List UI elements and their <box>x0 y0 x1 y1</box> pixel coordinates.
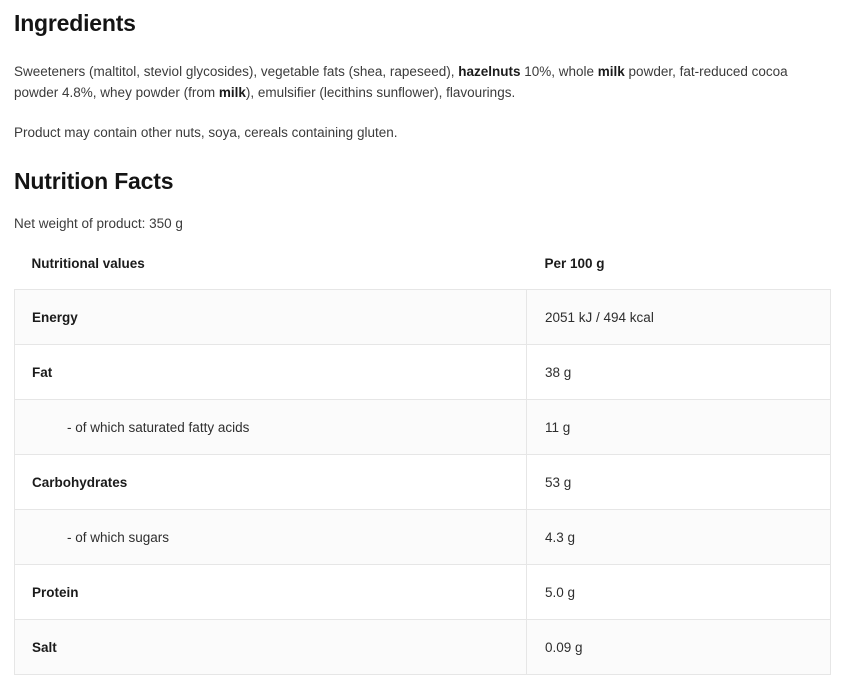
ingredient-text-run: ), emulsifier (lecithins sunflower), flavourings. <box>245 84 516 100</box>
table-row <box>15 510 831 565</box>
ingredients-text <box>14 38 826 103</box>
nutrient-value: 11 g <box>527 400 831 455</box>
nutrition-table <box>14 256 831 675</box>
column-header-nutritional-values: Nutritional values <box>31 256 145 272</box>
table-row <box>15 345 831 400</box>
ingredient-text-run: 10%, whole <box>520 63 598 79</box>
nutrient-sub-label: - of which saturated fatty acids <box>15 400 527 455</box>
nutrient-value: 4.3 g <box>527 510 831 565</box>
ingredients-heading: Ingredients <box>14 10 136 36</box>
nutrient-label: Energy <box>15 290 527 345</box>
ingredient-allergen: milk <box>597 63 625 79</box>
allergen-note: Product may contain other nuts, soya, cereals containing gluten. <box>14 124 398 140</box>
nutrient-value: 0.09 g <box>527 620 831 675</box>
nutrient-value: 2051 kJ / 494 kcal <box>527 290 831 345</box>
nutrition-table-container <box>14 234 832 675</box>
table-row <box>15 620 831 675</box>
nutrient-value: 53 g <box>527 455 831 510</box>
nutrient-label: Salt <box>15 620 527 675</box>
nutrient-value: 5.0 g <box>527 565 831 620</box>
nutrient-label: Fat <box>15 345 527 400</box>
ingredient-allergen: hazelnuts <box>458 63 521 79</box>
nutrient-label: Carbohydrates <box>15 455 527 510</box>
table-row <box>15 565 831 620</box>
net-weight-text: Net weight of product: 350 g <box>14 216 183 232</box>
table-row <box>15 455 831 510</box>
nutrition-table-body <box>15 290 831 675</box>
nutrient-label: Protein <box>15 565 527 620</box>
table-header-row <box>15 256 831 290</box>
nutrition-table-header <box>15 256 831 290</box>
nutrient-value: 38 g <box>527 345 831 400</box>
ingredient-allergen: milk <box>218 84 246 100</box>
nutrition-facts-heading: Nutrition Facts <box>14 167 174 194</box>
nutrient-sub-label: - of which sugars <box>15 510 527 565</box>
ingredient-text-run: Sweeteners (maltitol, steviol glycosides), vegetable fats (shea, rapeseed), <box>14 63 459 79</box>
table-row <box>15 290 831 345</box>
table-row <box>15 400 831 455</box>
ingredient-text-run: powder, fat-reduced cocoa powder 4.8%, whey powder (from <box>14 63 788 100</box>
column-header-per-100g: Per 100 g <box>544 256 605 272</box>
